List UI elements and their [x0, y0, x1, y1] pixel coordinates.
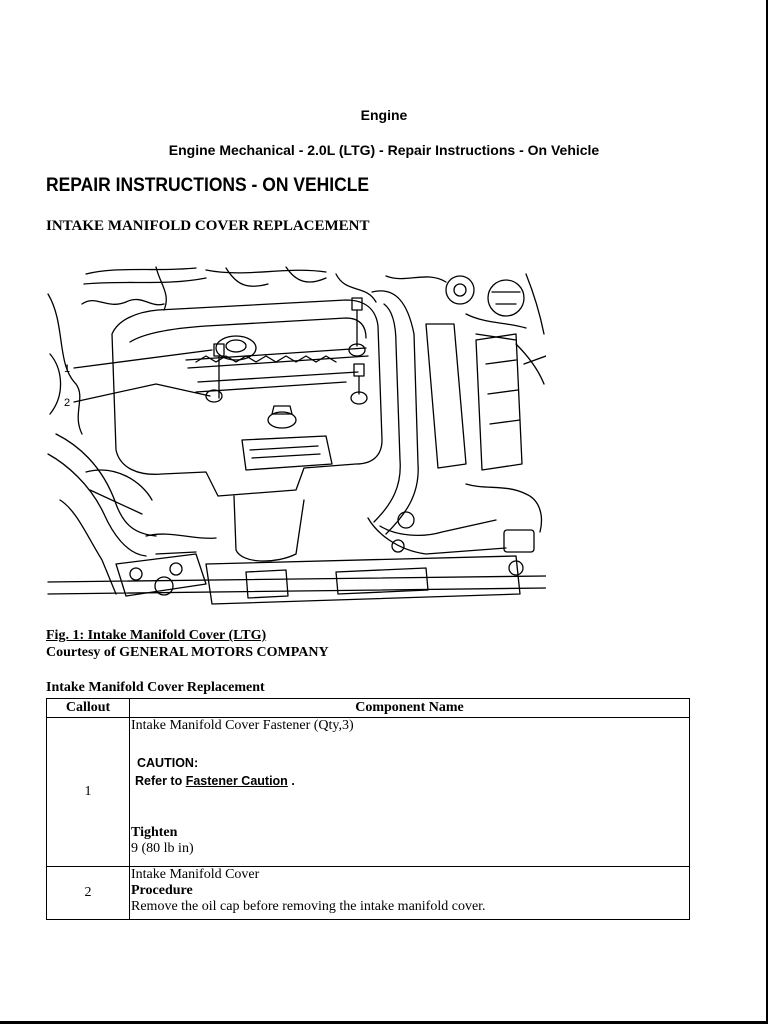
component-name: Intake Manifold Cover Fastener (Qty,3) — [131, 718, 354, 733]
callout-number: 2 — [47, 867, 130, 920]
table-row — [47, 867, 690, 920]
page-title: REPAIR INSTRUCTIONS - ON VEHICLE — [46, 175, 370, 196]
table-title: Intake Manifold Cover Replacement — [46, 680, 265, 695]
figure-caption: Fig. 1: Intake Manifold Cover (LTG) — [46, 628, 267, 643]
callout-number: 1 — [47, 718, 130, 867]
table-row — [47, 718, 690, 867]
caution-text — [135, 774, 688, 788]
column-header-callout: Callout — [47, 699, 130, 718]
section-header: Engine — [360, 107, 408, 123]
fastener-caution-link[interactable]: Fastener Caution — [185, 774, 288, 788]
document-path-header: Engine Mechanical - 2.0L (LTG) - Repair Instructions - On Vehicle — [168, 142, 600, 158]
caution-label: CAUTION: — [137, 756, 199, 770]
procedure-label: Procedure — [131, 883, 193, 898]
section-subtitle: INTAKE MANIFOLD COVER REPLACEMENT — [46, 218, 370, 234]
tighten-label: Tighten — [131, 825, 178, 840]
procedure-text: Remove the oil cap before removing the intake manifold cover. — [131, 899, 486, 914]
callout-2-label: 2 — [64, 397, 71, 409]
callout-table — [46, 698, 690, 920]
component-name: Intake Manifold Cover — [131, 867, 260, 882]
figure-courtesy: Courtesy of GENERAL MOTORS COMPANY — [46, 645, 329, 660]
component-cell — [130, 867, 690, 920]
callout-1-label: 1 — [64, 363, 71, 375]
column-header-component-name: Component Name — [130, 699, 690, 718]
tighten-value: 9 (80 lb in) — [131, 841, 194, 856]
table-header-row — [47, 699, 690, 718]
caution-prefix: Refer to — [135, 774, 183, 788]
engine-illustration — [46, 264, 546, 616]
component-cell — [130, 718, 690, 867]
caution-suffix: . — [291, 774, 295, 788]
